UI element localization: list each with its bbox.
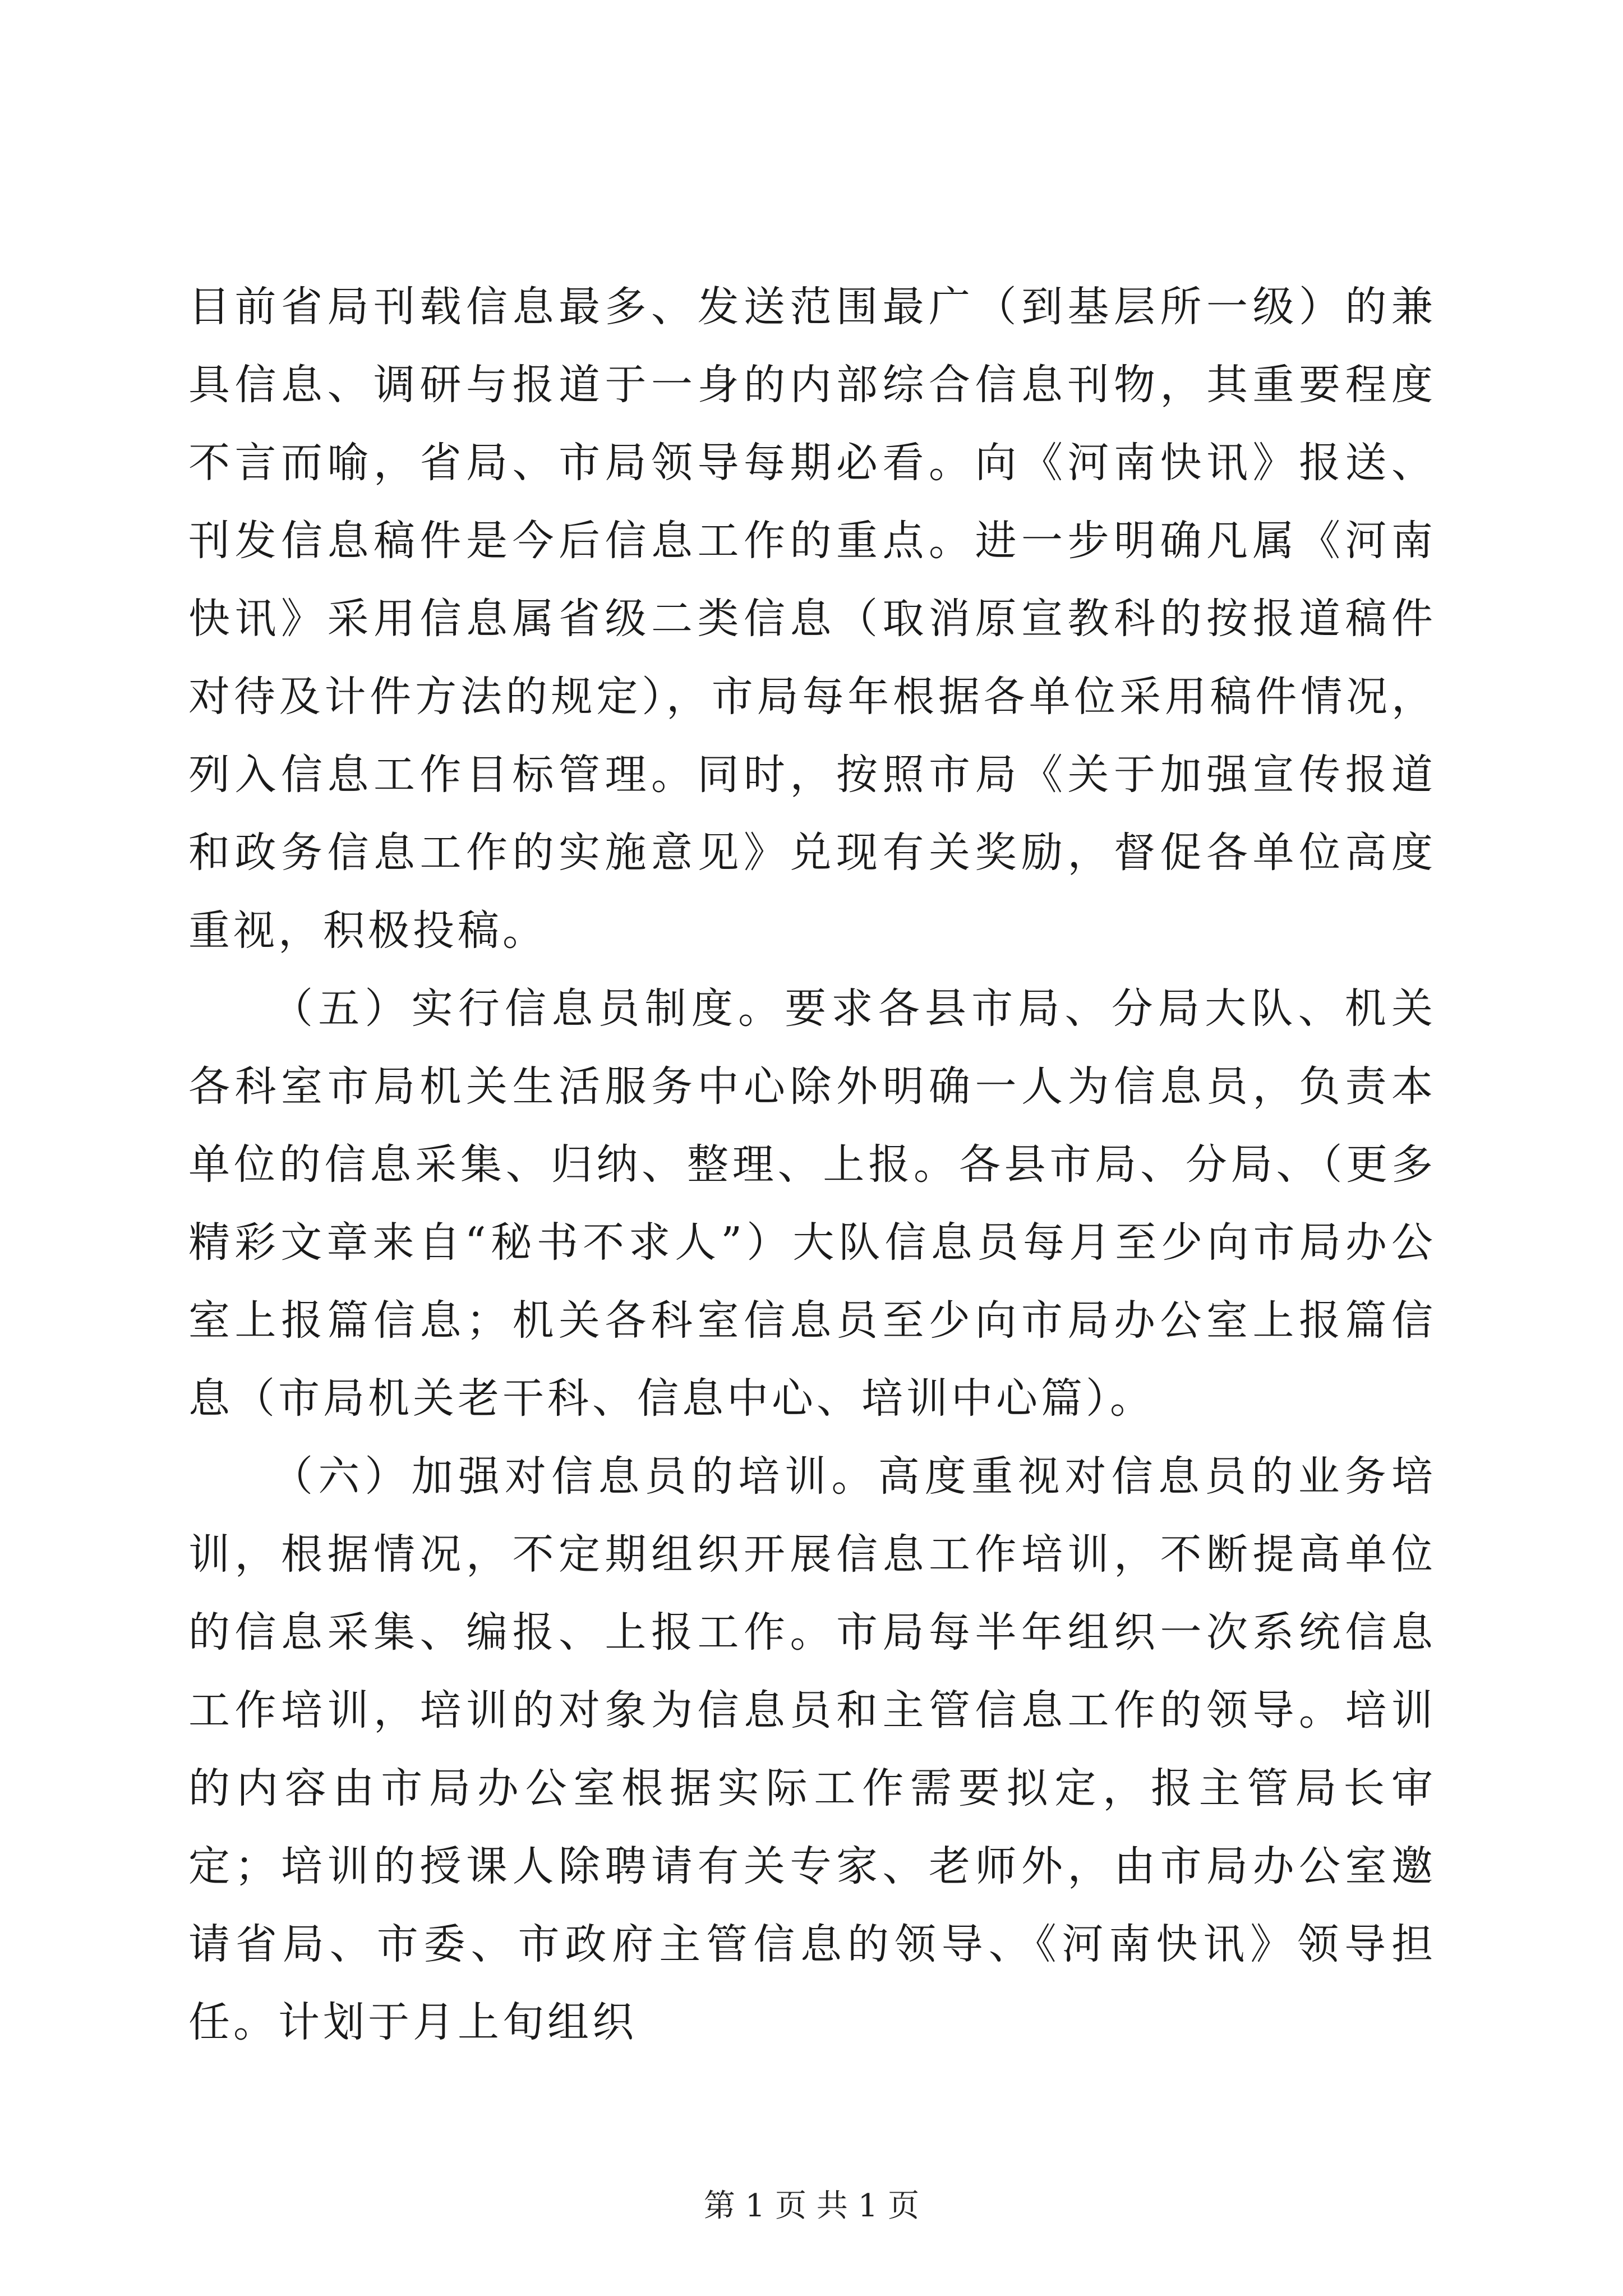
paragraph-item-six: （六）加强对信息员的培训。高度重视对信息员的业务培训，根据情况，不定期组织开展信息工作培训，不断提高单位的信息采集、编报、上报工作。市局每半年组织一次系统信息工作培训，培训的对象为信息员和主管信息工作的领导。培训的内容由市局办公室根据实际工作需要拟定，报主管局长审定；培训的授课人除聘请有关专家、老师外，由市局办公室邀请省局、市委、市政府主管信息的领导、《河南快讯》领导担任。计划于月上旬组织 — [188, 1452, 1436, 2046]
paragraph-continuation: 目前省局刊载信息最多、发送范围最广（到基层所一级）的兼具信息、调研与报道于一身的内部综合信息刊物，其重要程度不言而喻，省局、市局领导每期必看。向《河南快讯》报送、刊发信息稿件是今后信息工作的重点。进一步明确凡属《河南快讯》采用信息属省级二类信息（取消原宣教科的按报道稿件对待及计件方法的规定），市局每年根据各单位采用稿件情况，列入信息工作目标管理。同时，按照市局《关于加强宣传报道和政务信息工作的实施意见》兑现有关奖励，督促各单位高度重视，积极投稿。 — [188, 283, 1436, 955]
paragraph-item-five: （五）实行信息员制度。要求各县市局、分局大队、机关各科室市局机关生活服务中心除外明确一人为信息员，负责本单位的信息采集、归纳、整理、上报。各县市局、分局、（更多精彩文章来自“秘书不求人”）大队信息员每月至少向市局办公室上报篇信息；机关各科室信息员至少向市局办公室上报篇信息（市局机关老干科、信息中心、培训中心篇）。 — [188, 984, 1436, 1423]
page-footer: 第 1 页 共 1 页 — [703, 2188, 920, 2224]
document-body — [188, 268, 1436, 2062]
